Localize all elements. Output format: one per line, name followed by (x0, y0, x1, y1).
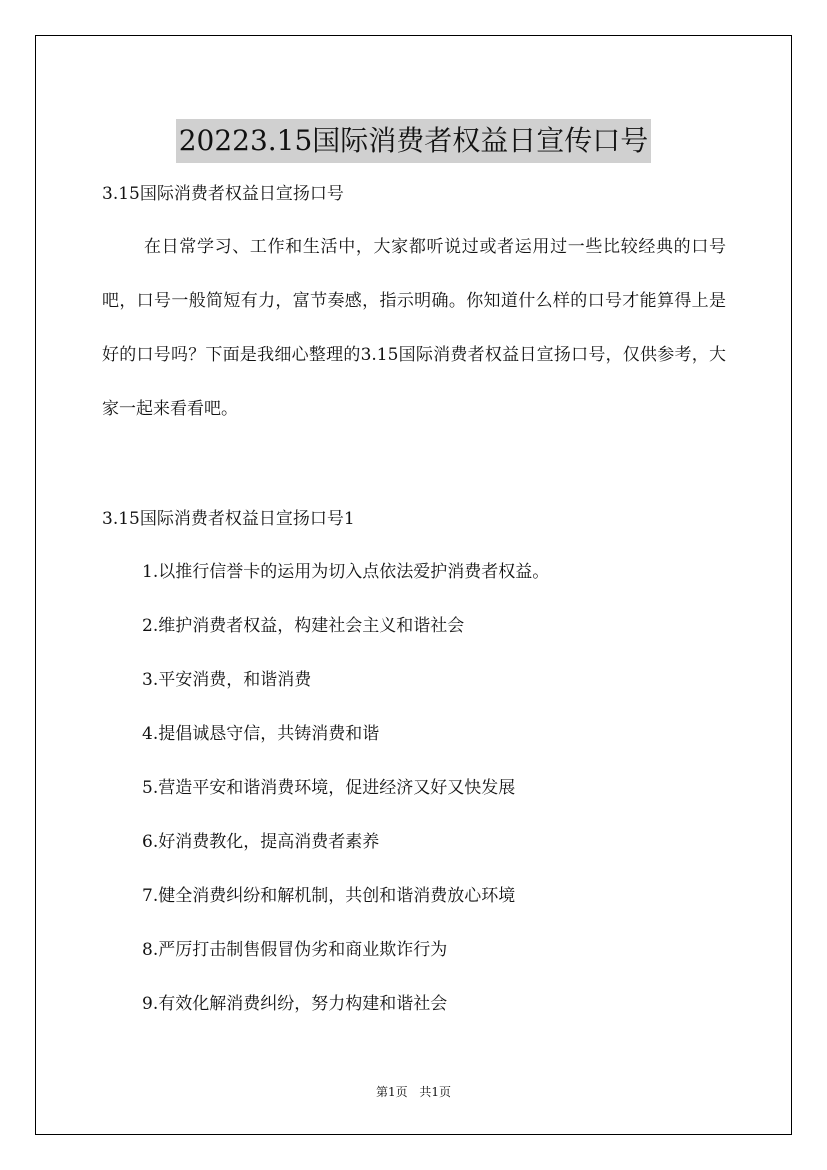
section-heading: 3.15国际消费者权益日宣扬口号 (102, 184, 344, 204)
title-container (0, 100, 827, 182)
page-number: 第1页 (375, 1085, 408, 1099)
list-item: 8.严厉打击制售假冒伪劣和商业欺诈行为 (142, 940, 448, 960)
intro-paragraph: 在日常学习、工作和生活中，大家都听说过或者运用过一些比较经典的口号吧，口号一般简短有力，富节奏感，指示明确。你知道什么样的口号才能算得上是好的口号吗？下面是我细心整理的3.15国际消费者权益日宣扬口号，仅供参考，大家一起来看看吧。 (102, 237, 726, 419)
page-total: 共1页 (419, 1085, 452, 1099)
list-item: 1.以推行信誉卡的运用为切入点依法爱护消费者权益。 (142, 562, 550, 582)
list-item: 9.有效化解消费纠纷，努力构建和谐社会 (142, 994, 448, 1014)
list-item: 5.营造平安和谐消费环境，促进经济又好又快发展 (142, 778, 516, 798)
list-item: 3.平安消费，和谐消费 (142, 670, 312, 690)
document-title: 20223.15国际消费者权益日宣传口号 (176, 119, 652, 163)
list-item: 6.好消费教化，提高消费者素养 (142, 832, 380, 852)
list-item: 7.健全消费纠纷和解机制，共创和谐消费放心环境 (142, 886, 516, 906)
list-item: 2.维护消费者权益，构建社会主义和谐社会 (142, 616, 465, 636)
list-heading: 3.15国际消费者权益日宣扬口号1 (102, 509, 355, 529)
slogan-list (142, 559, 742, 1045)
list-item: 4.提倡诚恳守信，共铸消费和谐 (142, 724, 380, 744)
page-footer (0, 1083, 827, 1101)
